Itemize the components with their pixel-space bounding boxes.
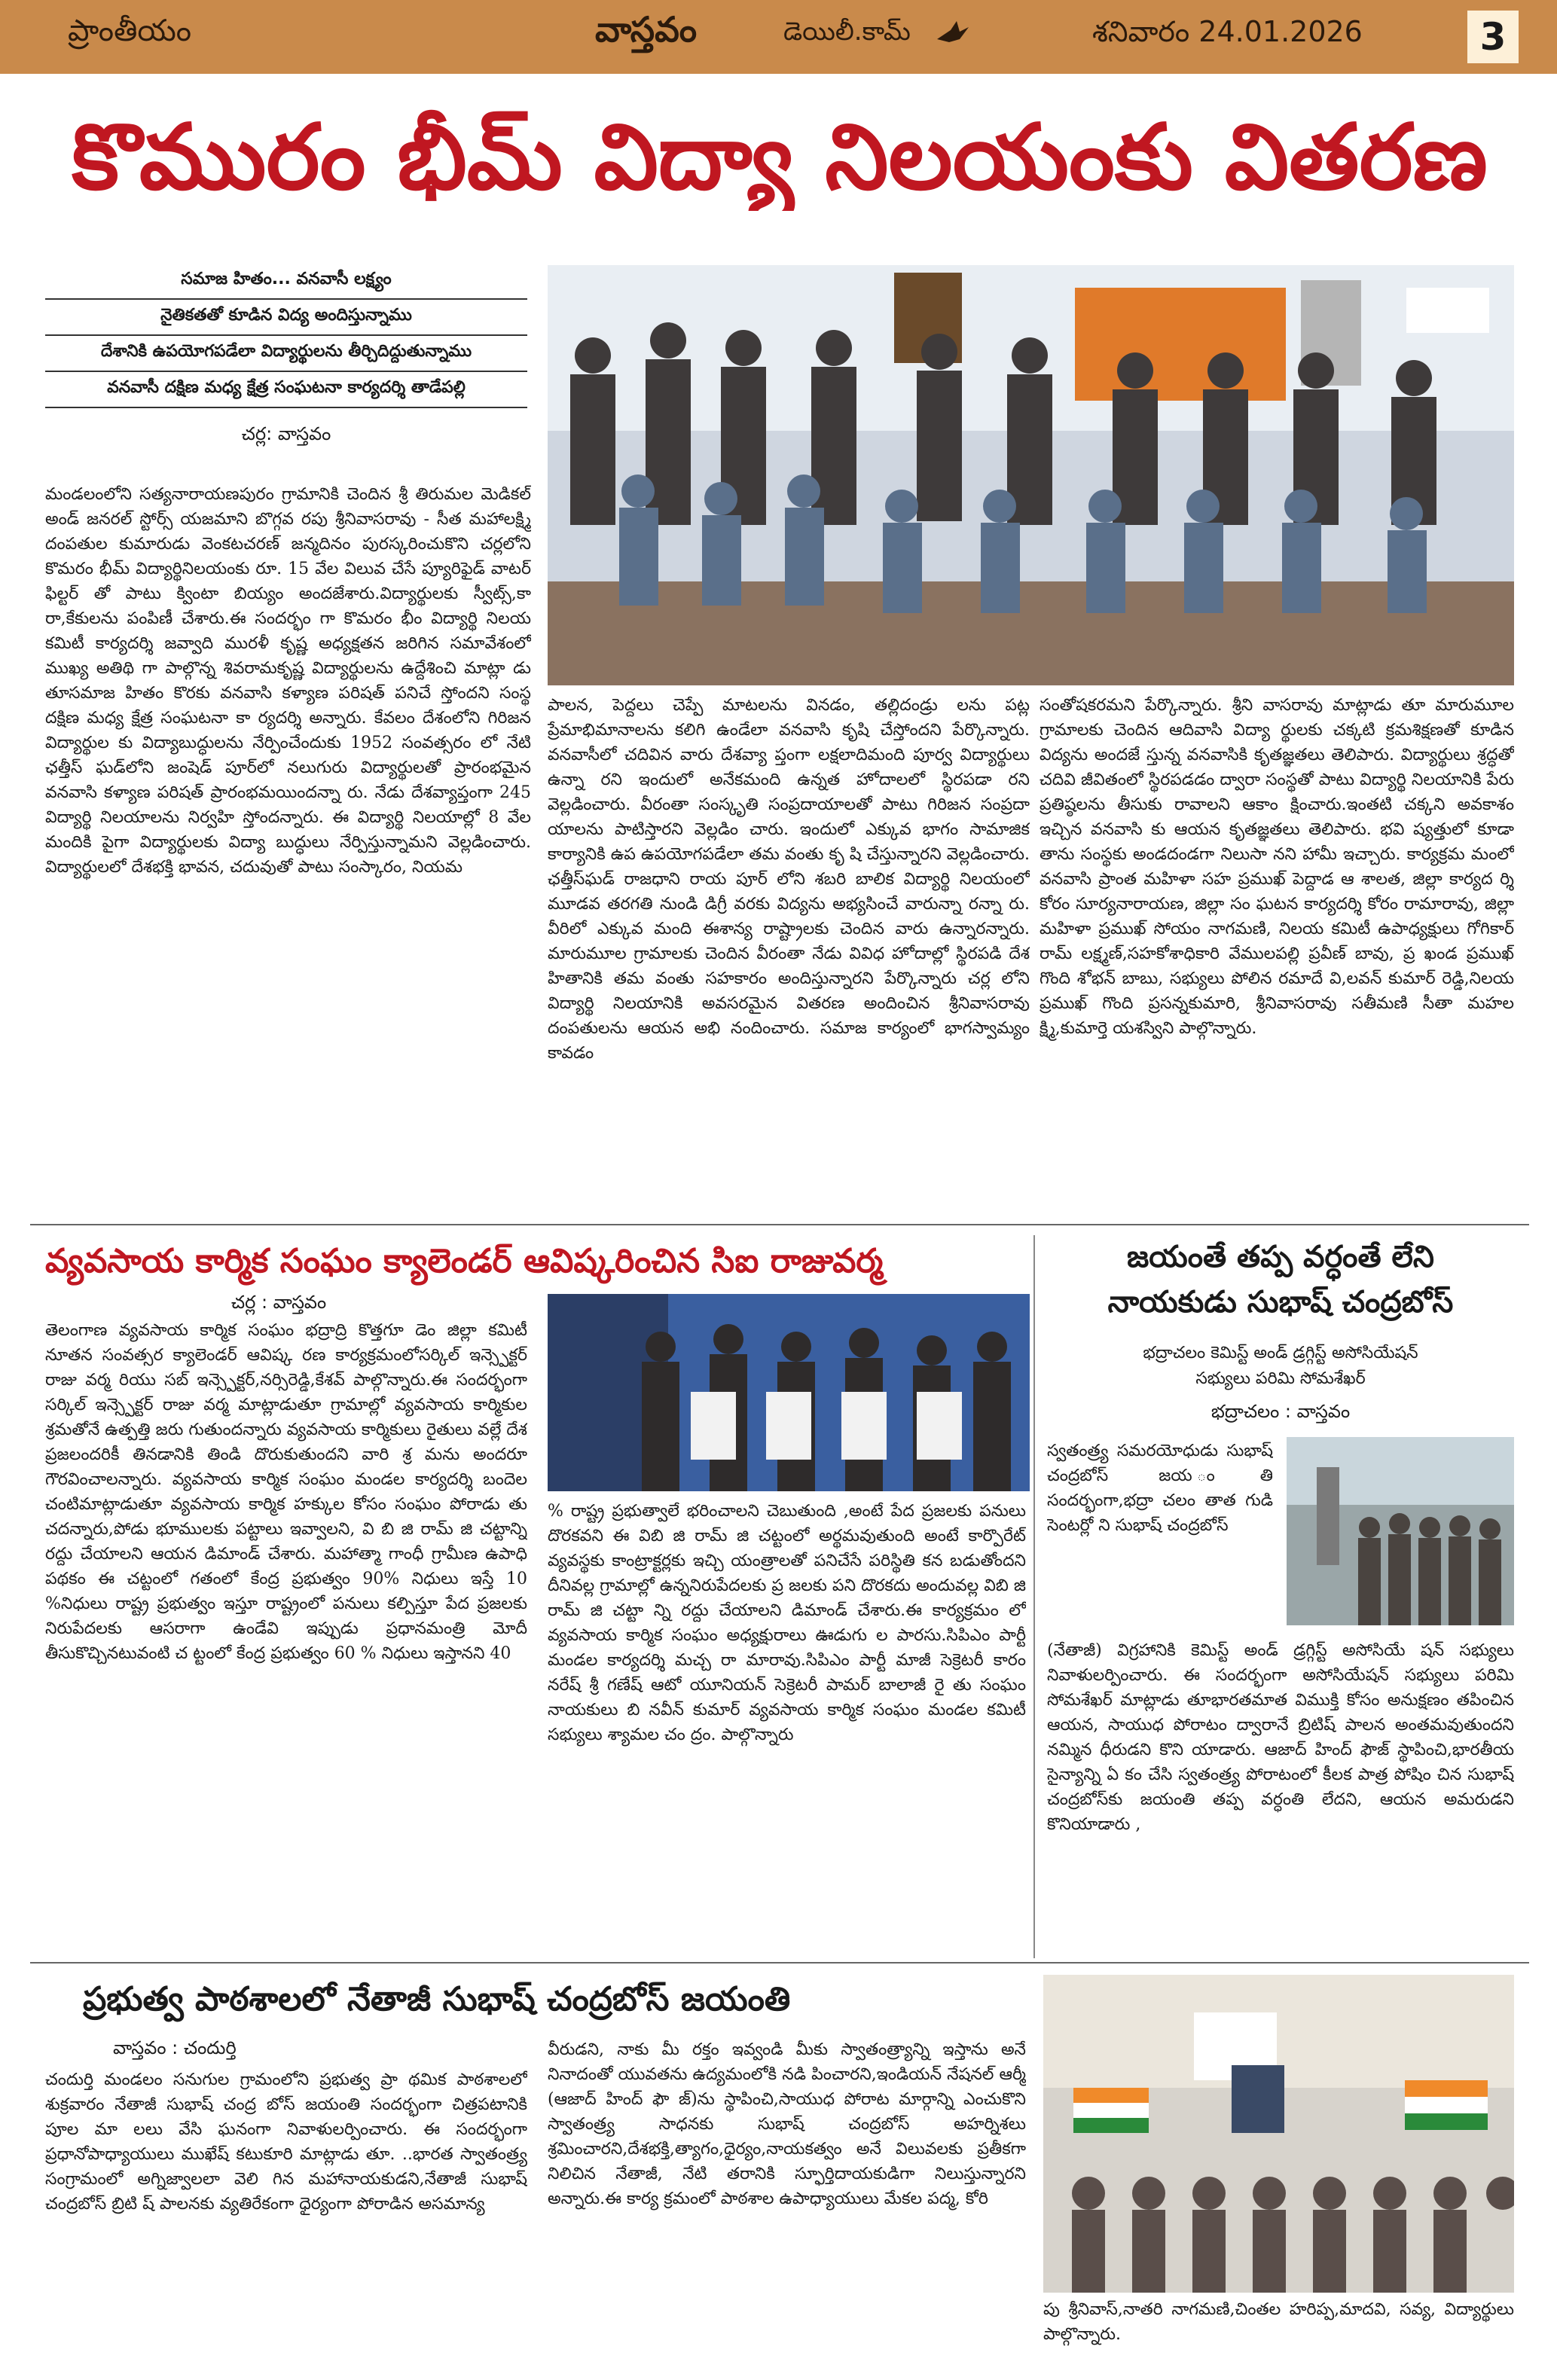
story3-title-line1: జయంతే తప్ప వర్ధంతే లేని: [1127, 1240, 1434, 1274]
newspaper-logo: వాస్తవం: [595, 9, 698, 50]
lead-photo: [548, 265, 1514, 685]
story4-byline: వాస్తవం : చందుర్తి: [113, 2037, 237, 2058]
lead-column-1: మండలంలోని సత్యనారాయణపురం గ్రామానికి చెందిన శ్రీ తిరుమల మెడికల్ అండ్ జనరల్ స్టోర్స్ యజమాని బొగ్గవ రపు శ్రీనివాసరావు - సీత మహాలక్ష్మి దంపతుల కుమారుడు వెంకటచరణ్ జన్మదినం పురస్కరించుకొని చర్లలోని కొమరం భీమ్ విద్యార్థినిలయంకు రూ. 15 వేల విలువ చేసే ప్యూరిఫైడ్ వాటర్ ఫిల్టర్ తో పాటు క్వింటా బియ్యం అందజేశారు.విద్యార్థులకు స్వీట్స్,కా రా,కేకులను పంపిణీ చేశారు.ఈ సందర్భం గా కొమరం భీం విద్యార్థి నిలయ కమిటీ కార్యదర్శి జవ్వాది మురళీ కృష్ణ అధ్యక్షతన జరిగిన సమావేశంలో ముఖ్య అతిథి గా పాల్గొన్న శివరామకృష్ణ విద్యార్థులను ఉద్దేశించి మాట్లా డు తూసమాజ హితం కొరకు వనవాసి కళ్యాణ పరిషత్ పనిచే స్తోందని సంస్థ దక్షిణ మధ్య క్షేత్ర సంఘటనా కా ర్యదర్శి అన్నారు. కేవలం దేశంలోని గిరిజన విద్యార్థుల కు విద్యాబుద్ధులను నేర్పించేందుకు 1952 సంవత్సరం లో నేటి ఛత్తీస్ ఘడ్‌లోని జంషెడ్ పూర్‌లో నలుగురు విద్యార్థులతో ప్రారంభమైన వనవాసి కళ్యాణ పరిషత్ ప్రారంభమయిందన్నా రు. నేడు దేశవ్యాప్తంగా 245 విద్యార్థి నిలయాలను నిర్వహి స్తోందన్నారు. ఈ విద్యార్థి నిలయాల్లో 8 వేల మందికి పైగా విద్యార్థులకు విద్యా బుద్ధులు నేర్పిస్తున్నామని వెల్లడించారు. విద్యార్థులలో దేశభక్తి భావన, చదువుతో పాటు సంస్కారం, నియమ: [45, 485, 531, 877]
website-label: డెయిలీ.కామ్: [783, 17, 911, 47]
story4-photo: [1043, 1975, 1514, 2293]
story3-column-rest: (నేతాజీ) విగ్రహానికి కెమిస్ట్ అండ్ డ్రగ్గిస్ట్ అసోసియే షన్ సభ్యులు నివాళులర్పించారు. ఈ సందర్భంగా అసోసియేషన్ సభ్యులు పరిమి సోమశేఖర్ మాట్లాడు తూభారతమాత విముక్తి కోసం అనుక్షణం తపించిన ఆయన, సాయుధ పోరాటం ద్వారానే బ్రిటిష్ పాలన అంతమవుతుందని నమ్మిన ధీరుడని కొని యాడారు. ఆజాద్ హింద్ ఫౌజ్ స్థాపించి,భారతీయ సైన్యాన్ని ఏ కం చేసి స్వతంత్ర్య పోరాటంలో కీలక పాత్ర పోషిం చిన సుభాష్ చంద్రబోస్‌కు జయంతి తప్ప వర్ధంతి లేదని, ఆయన అమరుడని కొనియాడారు ,: [1047, 1641, 1514, 1834]
kicker-line: సమాజ హితం... వనవాసీ లక్ష్యం: [45, 264, 527, 300]
page-number: 3: [1467, 11, 1519, 63]
story2-photo: [548, 1294, 1030, 1491]
section-divider: [30, 1224, 1529, 1225]
story3-kicker-line: సభ్యులు పరిమి సోమశేఖర్: [1195, 1369, 1366, 1388]
section-label: ప్రాంతీయం: [68, 14, 192, 48]
story3-byline: భద్రాచలం : వాస్తవం: [1210, 1401, 1351, 1422]
story4-column-2: వీరుడని, నాకు మీ రక్తం ఇవ్వండి మీకు స్వాతంత్ర్యాన్ని ఇస్తాను అనే నినాదంతో యువతను ఉద్యమంలోకి నడి పించారని,ఇండియన్ నేషనల్ ఆర్మీ (ఆజాద్ హింద్ ఫౌ జ్)ను స్థాపించి,సాయుధ పోరాట మార్గాన్ని ఎంచుకొని స్వాతంత్ర్య సాధనకు సుభాష్ చంద్రబోస్ అహర్నిశలు శ్రమించారని,దేశభక్తి,త్యాగం,ధైర్యం,నాయకత్వం అనే విలువలకు ప్రతీకగా నిలిచిన నేతాజీ, నేటి తరానికి స్ఫూర్తిదాయకుడిగా నిలుస్తున్నారని అన్నారు.ఈ కార్య క్రమంలో పాఠశాల ఉపాధ్యాయులు మేకల పద్మ, కోరి: [548, 2040, 1026, 2208]
story4-photo-caption: పు శ్రీనివాస్,నాతరి నాగమణి,చింతల హరిప్ప,మాదవి, సవ్య, విద్యార్థులు పాల్గొన్నారు.: [1043, 2300, 1514, 2344]
story3-title-line2: నాయకుడు సుభాష్ చంద్రబోస్: [1107, 1285, 1454, 1320]
kicker-line: వనవాసీ దక్షిణ మధ్య క్షేత్ర సంఘటనా కార్యదర్శి తాడేపల్లి: [45, 372, 527, 408]
story2-column-2: % రాష్ట్ర ప్రభుత్వాలే భరించాలని చెబుతుంది ,అంటే పేద ప్రజలకు పనులు దొరకవని ఈ విబి జి రామ్ జి చట్టంలో అర్థమవుతుంది అంటే కార్పొరేట్ వ్యవస్థకు కాంట్రాక్టర్లకు ఇచ్చి యంత్రాలతో పనిచేసే పరిస్థితి కన బడుతోందని దీనివల్ల గ్రామాల్లో ఉన్ననిరుపేదలకు ప్ర జలకు పని దొరకదు అందువల్ల విబి జి రామ్ జి చట్టా న్ని రద్దు చేయాలని డిమాండ్ చేశారు.ఈ కార్యక్రమం లో వ్యవసాయ కార్మిక సంఘం అధ్యక్షురాలు ఊడుగు ల పారసు.సిపిఎం పార్టీ మండల కార్యదర్శి మచ్చ రా మారావు.సిపిఎం పార్టీ మాజీ సెక్రెటరీ కారం నరేష్ శ్రీ గణేష్ ఆటో యూనియన్ సెక్రెటరీ పామర్ బాలాజీ రై తు సంఘం నాయకులు బి నవీన్ కుమార్ వ్యవసాయ కార్మిక సంఘం మండల కమిటీ సభ్యులు శ్యామల చం ద్రం. పాల్గొన్నారు: [548, 1502, 1026, 1744]
lead-kickers: [45, 264, 527, 449]
bird-icon: [934, 17, 972, 54]
lead-byline: చర్ల: వాస్తవం: [241, 423, 331, 444]
lead-headline: కొమురం భీమ్ విద్యా నిలయంకు వితరణ: [72, 105, 1488, 210]
kicker-line: దేశానికి ఉపయోగపడేలా విద్యార్థులను తీర్చిదిద్దుతున్నాము: [45, 336, 527, 372]
story4-column-1: చందుర్తి మండలం సనుగుల గ్రామంలోని ప్రభుత్వ ప్రా థమిక పాఠశాలలో శుక్రవారం నేతాజీ సుభాష్ చంద్ర బోస్ జయంతి సందర్భంగా చిత్రపటానికి పూల మా లలు వేసి ఘనంగా నివాళులర్పించారు. ఈ సందర్భంగా ప్రధానోపాధ్యాయులు ముఖేష్ కటుకూరి మాట్లాడు తూ. ..భారత స్వాతంత్ర్య సంగ్రామంలో అగ్నిజ్వాలలా వెలి గిన మహానాయకుడని,నేతాజీ సుభాష్ చంద్రబోస్ బ్రిటి ష్ పాలనకు వ్యతిరేకంగా ధైర్యంగా పోరాడిన అసమాన్య: [45, 2070, 527, 2214]
section-divider: [30, 1962, 1529, 1964]
issue-date: శనివారం 24.01.2026: [1092, 15, 1363, 48]
story4-title: ప్రభుత్వ పాఠశాలలో నేతాజీ సుభాష్ చంద్రబోస్ జయంతి: [83, 1980, 791, 2018]
lead-column-2: పాలన, పెద్దలు చెప్పే మాటలను వినడం, తల్లిదండ్రు లను పట్ల ప్రేమాభిమానాలను కలిగి ఉండేలా వనవాసి కృషి చేస్తోందని పేర్కొన్నారు. వనవాసీలో చదివిన వారు దేశవ్యా ప్తంగా లక్షలాదిమంది పూర్వ విద్యార్థులు ఉన్నా రని ఇందులో అనేకమంది ఉన్నత హోదాలలో స్థిరపడా రని వెల్లడించారు. వీరంతా సంస్కృతి సంప్రదాయాలతో పాటు గిరిజన సంప్రదా యాలను పాటిస్తారని వెల్లడిం చారు. ఇందులో ఎక్కువ భాగం సామాజిక కార్యానికి ఉప ఉపయోగపడేలా తమ వంతు కృ షి చేస్తున్నారని వెల్లడించారు. ఛత్తీస్‌ఘడ్ రాజధాని రాయ పూర్ లోని శబరి బాలిక విద్యార్థి నిలయంలో మూడవ తరగతి నుండి డిగ్రీ వరకు విద్యను అభ్యసించే వారున్నా రన్నా రు. వీరిలో ఎక్కువ మంది ఈశాన్య రాష్ట్రాలకు చెందిన వారు ఉన్నారన్నారు. మారుమూల గ్రామాలకు చెందిన వీరంతా నేడు వివిధ హోదాల్లో స్థిరపడి దేశ హితానికి తమ వంతు సహకారం అందిస్తున్నారని పేర్కొన్నారు చర్ల లోని విద్యార్థి నిలయానికి అవసరమైన వితరణ అందించిన శ్రీనివాసరావు దంపతులను ఆయన అభి నందించారు. సమాజ కార్యంలో భాగస్వామ్యం కావడం: [548, 696, 1030, 1063]
kicker-line: నైతికతతో కూడిన విద్య అందిస్తున్నాము: [45, 300, 527, 336]
story3-kicker-line: భద్రాచలం కెమిస్ట్ అండ్ డ్రగ్గిస్ట్ అసోసియేషన్: [1143, 1344, 1418, 1362]
story3-kicker: [1047, 1341, 1514, 1392]
story2-title: వ్యవసాయ కార్మిక సంఘం క్యాలెండర్ ఆవిష్కరించిన సిఐ రాజువర్మ: [45, 1242, 884, 1280]
story2-byline: చర్ల : వాస్తవం: [230, 1292, 327, 1313]
lead-column-3: సంతోషకరమని పేర్కొన్నారు. శ్రీని వాసరావు మాట్లాడు తూ మారుమూల గ్రామాలకు చెందిన ఆదివాసి విద్యా ర్థులకు చక్కటి క్రమశిక్షణతో కూడిన విద్యను అందజే స్తున్న వనవాసికి కృతజ్ఞతలు తెలిపారు. విద్యార్థులు శ్రద్ధతో చదివి జీవితంలో స్థిరపడడం ద్వారా సంస్థతో పాటు విద్యార్థి నిలయానికి పేరు ప్రతిష్ఠలను తీసుకు రావాలని ఆకాం క్షించారు.ఇంతటి చక్కని అవకాశం ఇచ్చిన వనవాసి కు ఆయన కృతజ్ఞతలు తెలిపారు. భవి ష్యత్తులో కూడా తాను సంస్థకు అండదండగా నిలుసా నని హామీ ఇచ్చారు. కార్యక్రమ మంలో వనవాసి ప్రాంత మహిళా సహ ప్రముఖ్ పెద్దాడ ఆ శాలత, జిల్లా కార్యద ర్శి కోరం సూర్యనారాయణ, జిల్లా సం ఘటన కార్యదర్శి కోరం రామారావు, జిల్లా మహిళా ప్రముఖ్ సోయం నాగమణి, నిలయ కమిటీ ఉపాధ్యక్షులు గోగికార్ రామ్ లక్ష్మణ్,సహకోశాధికారి వేములపల్లి ప్రవీణ్ బావు, ప్ర ఖండ ప్రముఖ్ గొంది శోభన్ బాబు, సభ్యులు పోలిన రమాదే వి,లవన్ కుమార్ రెడ్డి,నిలయ ప్రముఖ్ గొంది ప్రసన్నకుమారి, శ్రీనివాసరావు సతీమణి సీతా మహల క్ష్మి,కుమార్తె యశస్విని పాల్గొన్నారు.: [1040, 696, 1514, 1038]
column-divider: [1033, 1235, 1035, 1958]
story3-photo: [1287, 1437, 1514, 1625]
story2-column-1: తెలంగాణ వ్యవసాయ కార్మిక సంఘం భద్రాద్రి కొత్తగూ డెం జిల్లా కమిటీ నూతన సంవత్సర క్యాలెండర్ ఆవిష్క రణ కార్యక్రమంలోసర్కిల్ ఇన్స్పెక్టర్ రాజు వర్మ రియు సబ్ ఇన్స్పెక్టర్,నర్సిరెడ్డి,కేశవ్ పాల్గొన్నారు.ఈ సందర్భంగా సర్కిల్ ఇన్స్పెక్టర్ రాజు వర్మ మాట్లాడుతూ గ్రామాల్లో వ్యవసాయ కార్మికుల శ్రమతోనే ఉత్పత్తి జరు గుతుందన్నారు వ్యవసాయ కార్మికులు రైతులు వల్లే దేశ ప్రజలందరికీ తినడానికి తిండి దొరుకుతుందని వారి శ్ర మను అందరూ గౌరవించాలన్నారు. వ్యవసాయ కార్మిక సంఘం మండల కార్యదర్శి బందెల చంటిమాట్లాడుతూ వ్యవసాయ కార్మిక హక్కుల కోసం సంఘం పోరాడు తు చదన్నారు,పోడు భూములకు పట్టాలు ఇవ్వాలని, వి బి జి రామ్ జి చట్టాన్ని రద్దు చేయాలని ఆయన డిమాండ్ చేశారు. మహాత్మా గాంధీ గ్రామీణ ఉపాధి పథకం ఈ చట్టంలో గతంలో కేంద్ర ప్రభుత్వం 90% నిధులు ఇస్తే 10 %నిధులు రాష్ట్ర ప్రభుత్వం ఇస్తూ రాష్ట్రంలో పనులు కల్పిస్తూ పేద ప్రజలకు నిరుపేదలకు ఆసరాగా ఉండేవి ఇప్పుడు ప్రధానమంత్రి మోదీ తీసుకొచ్చినటువంటి చ ట్టంలో కేంద్ర ప్రభుత్వం 60 % నిధులు ఇస్తానని 40: [45, 1321, 527, 1663]
story3-column-top: స్వతంత్ర్య సమరయోధుడు సుభాష్ చంద్రబోస్ జయ ంతి సందర్భంగా,భద్రా చలం తాత గుడి సెంటర్లో ని సుభాష్ చంద్రబోస్: [1047, 1442, 1273, 1535]
